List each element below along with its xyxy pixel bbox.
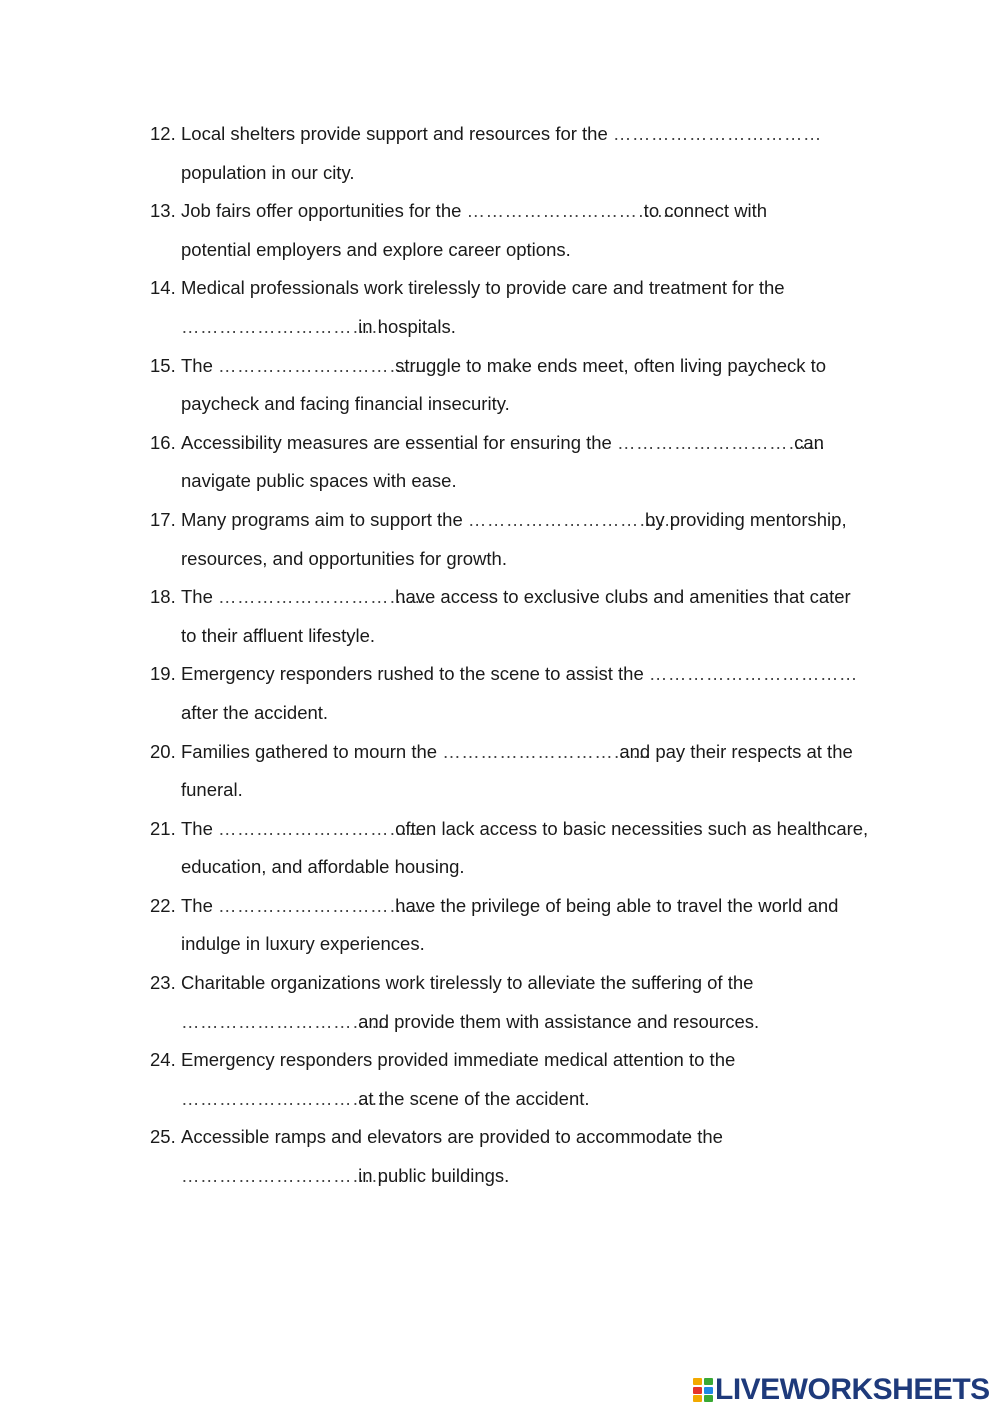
question-text: navigate public spaces with ease. [181, 470, 457, 492]
question-text: paycheck and facing financial insecurity. [181, 393, 510, 415]
question-text: Emergency responders provided immediate medical attention to the [181, 1049, 736, 1071]
question-line-1 [181, 269, 890, 308]
answer-blank[interactable] [218, 578, 390, 617]
answer-blank[interactable] [181, 1003, 353, 1042]
logo-mark-square [693, 1395, 702, 1402]
answer-blank[interactable] [467, 192, 639, 231]
question-line-2 [181, 771, 890, 810]
question-item [150, 424, 890, 501]
question-line-2 [181, 925, 890, 964]
question-text: have the privilege of being able to travel the world and [390, 894, 839, 916]
liveworksheets-logo [693, 1374, 990, 1406]
answer-blank[interactable] [218, 347, 390, 386]
question-line-2 [181, 540, 890, 579]
question-item [150, 964, 890, 1041]
question-text: Accessibility measures are essential for ensuring the [181, 431, 617, 453]
question-item [150, 1041, 890, 1118]
question-text: and provide them with assistance and resources. [353, 1010, 760, 1032]
answer-blank[interactable] [613, 115, 785, 154]
question-number: 18. [150, 586, 176, 608]
question-item [150, 810, 890, 887]
logo-mark-square [693, 1378, 702, 1385]
question-line-2 [181, 154, 890, 193]
question-text: The [181, 817, 219, 839]
question-number: 14. [150, 277, 176, 299]
question-item [150, 578, 890, 655]
question-text: to connect with [638, 200, 768, 222]
question-text: in hospitals. [353, 315, 456, 337]
question-line-1 [181, 578, 890, 617]
question-line-2 [181, 231, 890, 270]
answer-blank[interactable] [181, 1080, 353, 1119]
question-number: 21. [150, 817, 176, 839]
question-text: Job fairs offer opportunities for the [181, 200, 467, 222]
question-item [150, 1118, 890, 1195]
question-line-1 [181, 810, 890, 849]
question-text: in public buildings. [353, 1165, 510, 1187]
question-line-1 [181, 655, 890, 694]
question-number: 20. [150, 740, 176, 762]
question-line-2 [181, 848, 890, 887]
question-text: funeral. [181, 779, 243, 801]
answer-blank[interactable] [649, 655, 821, 694]
answer-blank[interactable] [468, 501, 640, 540]
question-line-1 [181, 1041, 890, 1080]
question-text: population in our city. [181, 161, 355, 183]
question-text: to their affluent lifestyle. [181, 624, 376, 646]
question-number: 25. [150, 1126, 176, 1148]
answer-blank[interactable] [181, 308, 353, 347]
question-item [150, 887, 890, 964]
logo-mark-square [693, 1387, 702, 1394]
question-number: 24. [150, 1049, 176, 1071]
question-number: 16. [150, 431, 176, 453]
question-text: The [181, 894, 219, 916]
question-line-2 [181, 1003, 890, 1042]
question-text: have access to exclusive clubs and amenities that cater [390, 586, 851, 608]
question-line-2 [181, 308, 890, 347]
question-list [150, 115, 890, 1196]
question-line-2 [181, 385, 890, 424]
question-text: by providing mentorship, [639, 508, 847, 530]
question-line-2 [181, 462, 890, 501]
logo-mark-square [704, 1387, 713, 1394]
logo-mark-square [704, 1378, 713, 1385]
logo-mark-square [704, 1395, 713, 1402]
question-text: after the accident. [181, 701, 329, 723]
question-line-1 [181, 192, 890, 231]
question-line-2 [181, 617, 890, 656]
question-line-1 [181, 887, 890, 926]
question-line-1 [181, 501, 890, 540]
answer-blank[interactable] [442, 733, 614, 772]
question-item [150, 655, 890, 732]
question-text: struggle to make ends meet, often living paycheck to [390, 354, 827, 376]
question-item [150, 733, 890, 810]
question-item [150, 115, 890, 192]
question-line-2 [181, 1080, 890, 1119]
question-number: 17. [150, 508, 176, 530]
question-line-1 [181, 1118, 890, 1157]
answer-blank[interactable] [218, 810, 390, 849]
question-line-1 [181, 964, 890, 1003]
question-text: often lack access to basic necessities such as healthcare, [390, 817, 869, 839]
question-text: Charitable organizations work tirelessly to alleviate the suffering of the [181, 972, 754, 994]
question-text: education, and affordable housing. [181, 856, 465, 878]
question-text: indulge in luxury experiences. [181, 933, 425, 955]
question-line-2 [181, 1157, 890, 1196]
question-text: potential employers and explore career options. [181, 238, 571, 260]
question-item [150, 192, 890, 269]
question-line-1 [181, 733, 890, 772]
question-text: at the scene of the accident. [353, 1087, 590, 1109]
question-number: 13. [150, 200, 176, 222]
answer-blank[interactable] [218, 887, 390, 926]
question-text: Accessible ramps and elevators are provided to accommodate the [181, 1126, 723, 1148]
question-text: and pay their respects at the [614, 740, 853, 762]
question-text: Many programs aim to support the [181, 508, 468, 530]
question-line-1 [181, 347, 890, 386]
question-text: resources, and opportunities for growth. [181, 547, 507, 569]
logo-text: LIVEWORKSHEETS [715, 1373, 990, 1406]
question-item [150, 269, 890, 346]
question-text: can [788, 431, 824, 453]
question-item [150, 501, 890, 578]
question-text: Families gathered to mourn the [181, 740, 443, 762]
question-text: The [181, 586, 219, 608]
question-line-1 [181, 115, 890, 154]
question-text: Local shelters provide support and resources for the [181, 123, 613, 144]
question-number: 23. [150, 972, 176, 994]
question-text: Emergency responders rushed to the scene to assist the [181, 663, 649, 685]
question-number: 15. [150, 354, 176, 376]
question-line-1 [181, 424, 890, 463]
question-number: 22. [150, 894, 176, 916]
question-line-2 [181, 694, 890, 733]
liveworksheets-logo-icon [693, 1378, 713, 1402]
answer-blank[interactable] [617, 424, 789, 463]
question-number: 19. [150, 663, 176, 685]
answer-blank[interactable] [181, 1157, 353, 1196]
question-text: The [181, 354, 219, 376]
question-text: Medical professionals work tirelessly to provide care and treatment for the [181, 277, 785, 299]
question-item [150, 347, 890, 424]
question-number: 12. [150, 123, 176, 144]
